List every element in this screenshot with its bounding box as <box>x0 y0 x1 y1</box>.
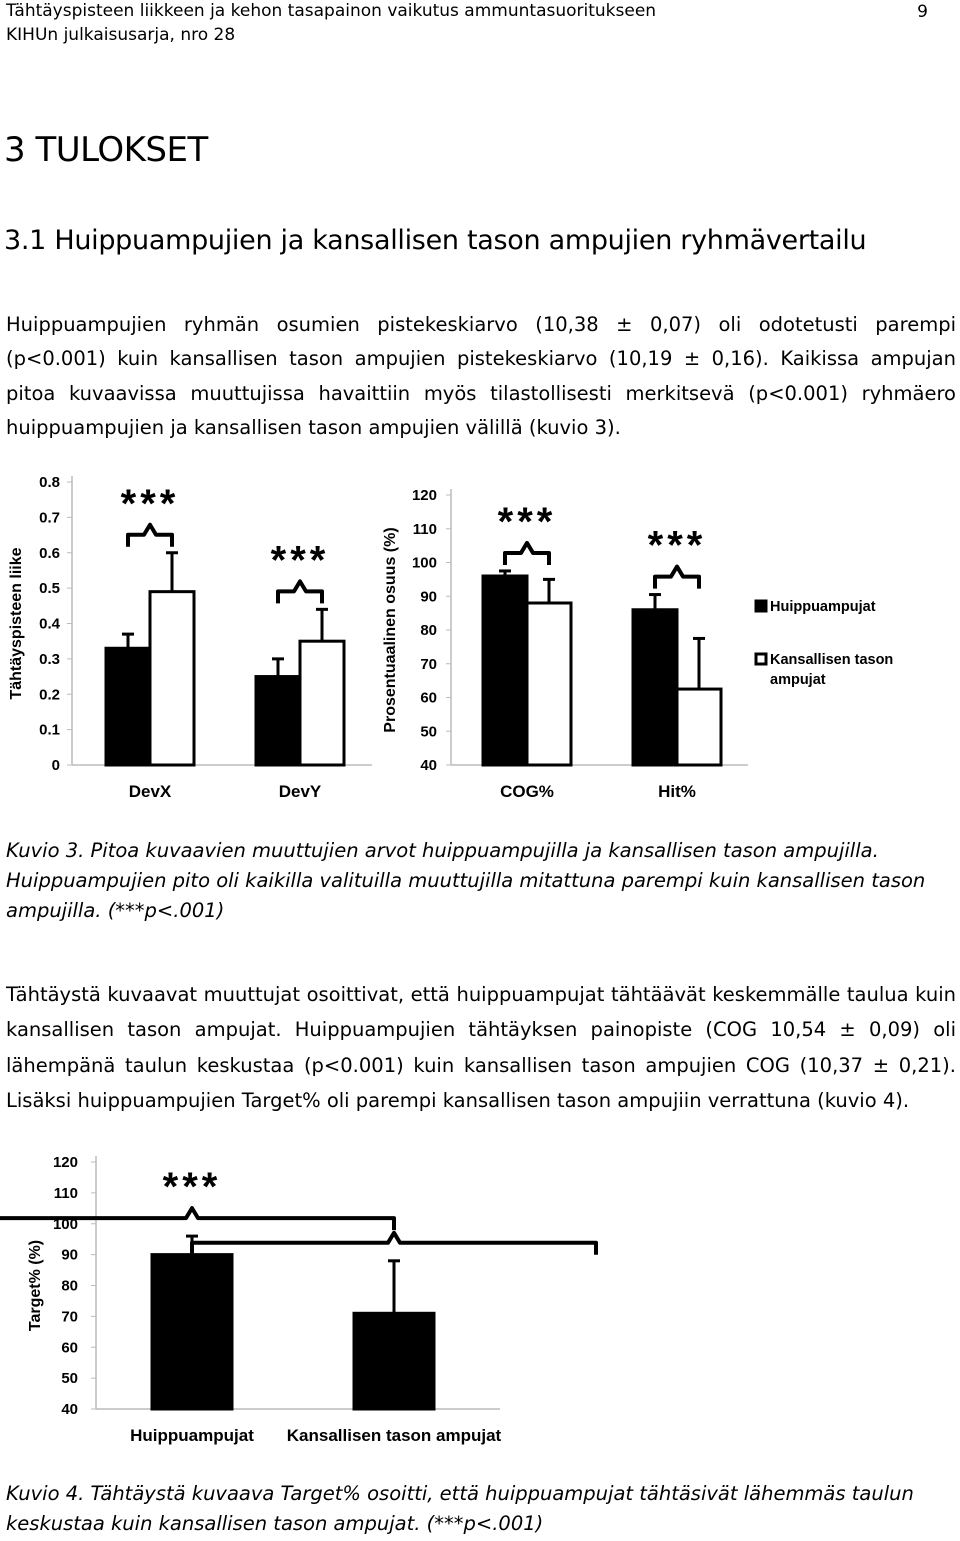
significance-bracket <box>278 581 322 603</box>
y-tick-label: 0.2 <box>39 686 60 704</box>
y-tick-label: 0.5 <box>39 580 60 598</box>
y-tick-label: 70 <box>61 1308 78 1326</box>
paragraph: Huippuampujien ryhmän osumien pistekeskiarvo (10,38 ± 0,07) oli odotetusti parempi (p<0.001) kuin kansallisen tason ampujien pistekeskiarvo (10,19 ± 0,16). Kaikissa ampujan pitoa kuvaavissa muuttujissa havaittiin myös tilastollisesti merkitsevä (p<0.001) ryhmäero huippuampujien ja kansallisen tason ampujien välillä (kuvio 3). <box>6 313 956 439</box>
legend-label: Huippuampujat <box>770 599 876 615</box>
x-tick-label: COG% <box>500 782 554 801</box>
y-tick-label: 50 <box>420 723 437 741</box>
y-tick-label: 70 <box>420 655 437 673</box>
y-tick-label: 0.6 <box>39 544 60 562</box>
figure-4 <box>0 1148 960 1448</box>
y-tick-label: 100 <box>411 554 437 572</box>
bar <box>677 689 721 765</box>
y-tick-label: 0 <box>51 757 60 774</box>
x-tick-label: DevY <box>278 782 322 801</box>
bar <box>150 592 194 765</box>
series-name: KIHUn julkaisusarja, nro 28 <box>6 25 236 45</box>
y-tick-label: 0.8 <box>39 474 60 491</box>
x-tick-label: Huippuampujat <box>130 1426 254 1445</box>
y-tick-label: 0.3 <box>39 650 60 668</box>
y-tick-label: 80 <box>61 1277 78 1295</box>
y-tick-label: 90 <box>420 588 437 606</box>
x-tick-label: Kansallisen tason ampujat <box>286 1426 502 1445</box>
legend-label: Kansallisen tason ampujat <box>770 652 894 688</box>
figure-3-caption: Kuvio 3. Pitoa kuvaavien muuttujien arvot huippuampujilla ja kansallisen tason ampujilla. Huippuampujien pito oli kaikilla valituilla muuttujilla mitattuna parempi kuin kansallisen tason ampujilla. (***p<.001) <box>6 839 926 922</box>
y-tick-label: 60 <box>61 1339 78 1357</box>
significance-stars: *** <box>120 481 180 526</box>
significance-stars: *** <box>497 499 557 544</box>
x-tick-label: DevX <box>128 782 172 801</box>
paragraph: Tähtäystä kuvaavat muuttujat osoittivat, että huippuampujat tähtäävät keskemmälle taulua kuin kansallisen tason ampujat. Huippuampujien tähtäyksen painopiste (COG 10,54 ± 0,09) oli lähempänä taulun keskustaa (p<0.001) kuin kansallisen tason ampujien COG (10,37 ± 0,21). Lisäksi huippuampujien Target% oli parempi kansallisen tason ampujiin verrattuna (kuvio 4). <box>6 983 956 1112</box>
significance-bracket <box>655 567 699 589</box>
y-tick-label: 60 <box>420 689 437 707</box>
bar <box>354 1313 434 1409</box>
bar <box>483 576 527 765</box>
y-tick-label: 100 <box>52 1215 78 1233</box>
significance-stars: *** <box>162 1165 222 1210</box>
running-title: Tähtäyspisteen liikkeen ja kehon tasapainon vaikutus ammuntasuoritukseen <box>6 1 657 21</box>
legend-swatch <box>756 654 766 664</box>
bar <box>300 641 344 765</box>
section-title: 3 TULOKSET <box>4 130 208 170</box>
subsection-title: 3.1 Huippuampujien ja kansallisen tason ampujien ryhmävertailu <box>4 225 867 256</box>
significance-stars: *** <box>647 523 707 568</box>
significance-bracket <box>192 1233 596 1255</box>
figure-4-caption: Kuvio 4. Tähtäystä kuvaava Target% osoitti, että huippuampujat tähtäsivät lähemmäs taulun keskustaa kuin kansallisen tason ampujat. (***p<.001) <box>6 1482 914 1535</box>
bar <box>256 677 300 765</box>
y-tick-label: 50 <box>61 1370 78 1388</box>
y-tick-label: 120 <box>411 487 437 504</box>
y-axis-label: Tähtäyspisteen liike <box>8 547 25 700</box>
significance-stars: *** <box>270 538 330 583</box>
figure-3 <box>0 470 960 800</box>
y-tick-label: 90 <box>61 1246 78 1264</box>
bar <box>152 1255 232 1409</box>
x-tick-label: Hit% <box>658 782 696 801</box>
y-tick-label: 40 <box>61 1401 78 1418</box>
y-tick-label: 0.4 <box>39 615 60 633</box>
legend-swatch <box>756 601 766 611</box>
y-axis-label: Prosentuaalinen osuus (%) <box>382 527 399 733</box>
y-tick-label: 80 <box>420 622 437 639</box>
significance-bracket <box>505 543 549 565</box>
significance-bracket <box>128 525 172 547</box>
y-tick-label: 0.1 <box>39 721 60 739</box>
bar <box>633 610 677 765</box>
y-tick-label: 0.7 <box>39 509 60 527</box>
y-axis-label: Target% (%) <box>27 1239 44 1332</box>
y-tick-label: 110 <box>412 520 437 538</box>
bar <box>527 603 571 765</box>
page-number: 9 <box>917 2 928 22</box>
y-tick-label: 120 <box>52 1154 78 1171</box>
y-tick-label: 110 <box>53 1184 78 1202</box>
bar <box>106 648 150 765</box>
y-tick-label: 40 <box>420 757 437 774</box>
